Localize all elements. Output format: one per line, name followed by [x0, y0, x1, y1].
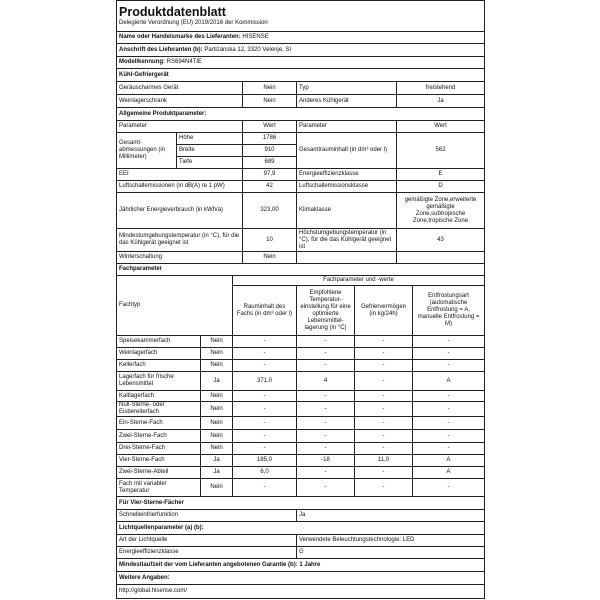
compartment-temperature: - — [297, 467, 355, 479]
model-value: RS694N4TIE — [166, 59, 203, 65]
parameter-value: Nein — [243, 252, 297, 264]
compartment-freezing-capacity: - — [355, 479, 413, 497]
parameter-value: 43 — [397, 229, 485, 252]
supplier-name-row — [117, 32, 485, 44]
website-url: http://global.hisense.com/ — [117, 585, 485, 599]
table-row — [117, 193, 485, 229]
compartment-present: Nein — [201, 348, 233, 360]
column-header-defrost-type: Entfrostungsart (automatische Entfrostung = A, manuelle Entfrostung = M) — [413, 286, 485, 336]
dimension-label: Breite — [177, 145, 243, 157]
climate-class-value: gemäßigte Zone,erweiterte gemäßigte Zone,subtropische Zone,tropische Zone — [397, 193, 485, 229]
parameter-value: Ja — [397, 95, 485, 108]
dimension-value: 689 — [243, 157, 297, 169]
parameter-label: Winterschaltung — [117, 252, 243, 264]
column-header-row — [117, 121, 485, 133]
empty-cell — [397, 252, 485, 264]
compartment-type: Vier-Sterne-Fach — [117, 455, 201, 467]
table-row — [117, 336, 485, 348]
parameter-value: Nein — [243, 82, 297, 95]
light-energy-class-label: Energieeffizienzklasse — [117, 547, 297, 559]
compartments-heading: Fachparameter — [117, 264, 485, 276]
compartment-defrost-type: A — [413, 467, 485, 479]
table-row — [117, 430, 485, 443]
compartment-present: Nein — [201, 336, 233, 348]
compartment-type: Zwei-Sterne-Abteil — [117, 467, 201, 479]
compartment-defrost-type: - — [413, 479, 485, 497]
compartment-volume: - — [233, 360, 297, 372]
dimension-value: 910 — [243, 145, 297, 157]
compartment-defrost-type: - — [413, 430, 485, 443]
column-header-parameter: Parameter — [297, 121, 397, 133]
fast-freeze-label: Schnelleinfrierfunktion — [117, 510, 297, 522]
compartment-temperature: - — [297, 479, 355, 497]
compartment-volume: - — [233, 391, 297, 402]
parameter-label: Geräuscharmes Gerät — [117, 82, 243, 95]
compartment-type: Null-Sterne- oder Eisbereiterfach — [117, 402, 201, 417]
parameter-label: Energieeffizienzklasse — [297, 169, 397, 181]
compartment-temperature: - — [297, 443, 355, 455]
supplier-name-value: HISENSE — [242, 34, 269, 40]
table-row — [117, 181, 485, 193]
table-row — [117, 455, 485, 467]
compartment-volume: - — [233, 402, 297, 417]
sheet-title: Produktdatenblatt — [119, 5, 226, 19]
sheet-subtitle: Delegierte Verordnung (EU) 2019/2016 der Kommission — [119, 20, 268, 26]
parameter-label: Klimaklasse — [297, 193, 397, 229]
table-row — [117, 417, 485, 430]
compartment-volume: - — [233, 336, 297, 348]
compartment-defrost-type: - — [413, 391, 485, 402]
compartment-type: Fach mit variabler Temperatur — [117, 479, 201, 497]
compartment-present: Nein — [201, 417, 233, 430]
column-group-header: Fachparameter und -werte — [233, 276, 485, 286]
compartment-freezing-capacity: - — [355, 417, 413, 430]
compartment-present: Ja — [201, 455, 233, 467]
compartment-defrost-type: - — [413, 443, 485, 455]
supplier-address-label: Anschrift des Lieferanten (b): — [119, 46, 203, 53]
section-heading-row — [117, 108, 485, 121]
parameter-label: Höchstumgebungstemperatur (in °C), für die das Kühlgerät geeignet ist — [297, 229, 397, 252]
compartment-temperature: - — [297, 391, 355, 402]
parameter-value: E — [397, 169, 485, 181]
parameter-label: Weinlagerschrank — [117, 95, 243, 108]
header-row — [117, 1, 485, 32]
compartment-type: Drei-Sterne-Fach — [117, 443, 201, 455]
data-sheet-table — [116, 0, 485, 599]
table-row — [117, 133, 485, 145]
compartment-present: Nein — [201, 360, 233, 372]
compartment-volume: 6,0 — [233, 467, 297, 479]
dimension-label: Tiefe — [177, 157, 243, 169]
compartment-present: Nein — [201, 402, 233, 417]
table-row — [117, 348, 485, 360]
compartment-temperature: - — [297, 402, 355, 417]
parameter-label: Jährlicher Energieverbrauch (in kWh/a) — [117, 193, 243, 229]
column-header-parameter: Parameter — [117, 121, 243, 133]
compartment-temperature: - — [297, 430, 355, 443]
table-row — [117, 360, 485, 372]
table-row — [117, 391, 485, 402]
model-row — [117, 57, 485, 69]
compartment-temperature: - — [297, 348, 355, 360]
compartment-defrost-type: - — [413, 360, 485, 372]
column-header-value: Wert — [243, 121, 297, 133]
compartment-present: Nein — [201, 430, 233, 443]
model-label: Modellkennung: — [119, 59, 165, 65]
table-row — [117, 372, 485, 391]
parameter-value: Nein — [243, 95, 297, 108]
section-heading-row — [117, 264, 485, 276]
sheet-header — [117, 1, 485, 32]
column-header-temperature: Empfohlene Temperatur-einstellung für eine optimierte Lebensmittel-lagerung (in °C) — [297, 286, 355, 336]
compartment-defrost-type: - — [413, 348, 485, 360]
section-heading-row — [117, 497, 485, 510]
parameter-label: Anderes Kühlgerät — [297, 95, 397, 108]
parameter-value: 97,9 — [243, 169, 297, 181]
compartment-freezing-capacity: - — [355, 467, 413, 479]
supplier-address-cell — [117, 44, 485, 57]
parameter-label: Luftschallemissionen (in dB(A) re 1 pW) — [117, 181, 243, 193]
additional-info-heading: Weitere Angaben: — [117, 572, 485, 585]
appliance-heading: Kühl-Gefriergerät — [117, 69, 485, 82]
total-volume-value: 562 — [397, 133, 485, 169]
compartment-defrost-type: - — [413, 402, 485, 417]
compartment-type: Weinlagerfach — [117, 348, 201, 360]
compartment-volume: - — [233, 348, 297, 360]
compartment-temperature: 4 — [297, 372, 355, 391]
compartment-freezing-capacity: - — [355, 443, 413, 455]
compartment-type: Ein-Sterne-Fach — [117, 417, 201, 430]
empty-cell — [297, 252, 397, 264]
parameter-label: Luftschallemissionsklasse — [297, 181, 397, 193]
compartment-volume: - — [233, 430, 297, 443]
dimension-label: Höhe — [177, 133, 243, 145]
warranty-label: Mindestlaufzeit der vom Lieferanten angebotenen Garantie (b): — [119, 561, 298, 568]
compartment-freezing-capacity: - — [355, 360, 413, 372]
parameter-value: freistehend — [397, 82, 485, 95]
light-source-heading: Lichtquellenparameter (a) (b): — [117, 522, 485, 535]
compartment-volume: - — [233, 417, 297, 430]
supplier-name-cell — [117, 32, 485, 44]
table-row — [117, 402, 485, 417]
table-row — [117, 252, 485, 264]
parameter-label: EEI — [117, 169, 243, 181]
compartment-present: Nein — [201, 391, 233, 402]
warranty-row — [117, 559, 485, 572]
table-row — [117, 229, 485, 252]
compartment-freezing-capacity: 11,0 — [355, 455, 413, 467]
compartment-temperature: - — [297, 417, 355, 430]
supplier-address-row — [117, 44, 485, 57]
four-star-heading: Für Vier-Sterne-Fächer — [117, 497, 485, 510]
compartment-present: Nein — [201, 443, 233, 455]
compartment-temperature: - — [297, 336, 355, 348]
compartment-freezing-capacity: - — [355, 391, 413, 402]
compartment-defrost-type: A — [413, 455, 485, 467]
table-row — [117, 82, 485, 95]
table-row — [117, 95, 485, 108]
compartment-freezing-capacity: - — [355, 430, 413, 443]
compartment-present: Ja — [201, 467, 233, 479]
total-volume-label: Gesamtrauminhalt (in dm³ oder l) — [297, 133, 397, 169]
column-header-compartment-type: Fachtyp — [117, 276, 233, 336]
column-header-row — [117, 276, 485, 286]
compartment-type: Kaltlagerfach — [117, 391, 201, 402]
section-heading-row — [117, 69, 485, 82]
model-cell — [117, 57, 485, 69]
section-heading-row — [117, 572, 485, 585]
parameter-label: Mindestumgebungstemperatur (in °C), für die das Kühlgerät geeignet ist — [117, 229, 243, 252]
compartment-defrost-type: - — [413, 417, 485, 430]
product-data-sheet — [116, 0, 484, 599]
compartment-type: Kellerfach — [117, 360, 201, 372]
table-row — [117, 467, 485, 479]
table-row — [117, 585, 485, 599]
column-header-volume: Rauminhalt des Fachs (in dm³ oder l) — [233, 286, 297, 336]
compartment-volume: - — [233, 443, 297, 455]
dimension-value: 1786 — [243, 133, 297, 145]
table-row — [117, 510, 485, 522]
light-source-type-value: Verwendete Beleuchtungstechnologie: LED — [297, 535, 485, 547]
warranty-cell — [117, 559, 485, 572]
fast-freeze-value: Ja — [297, 510, 485, 522]
general-heading: Allgemeine Produktparameter: — [117, 108, 485, 121]
table-row — [117, 169, 485, 181]
parameter-value: 323,00 — [243, 193, 297, 229]
compartment-freezing-capacity: - — [355, 402, 413, 417]
compartment-present: Nein — [201, 479, 233, 497]
table-row — [117, 535, 485, 547]
compartment-type: Lagerfach für frische Lebensmittel — [117, 372, 201, 391]
compartment-volume: 371,0 — [233, 372, 297, 391]
compartment-defrost-type: A — [413, 372, 485, 391]
supplier-address-value: Partizanska 12, 3320 Velenje, SI — [204, 46, 292, 53]
compartment-freezing-capacity: - — [355, 372, 413, 391]
parameter-label: Typ — [297, 82, 397, 95]
compartment-defrost-type: - — [413, 336, 485, 348]
compartment-freezing-capacity: - — [355, 336, 413, 348]
compartment-type: Zwei-Sterne-Fach — [117, 430, 201, 443]
section-heading-row — [117, 522, 485, 535]
light-source-type-label: Art der Lichtquelle — [117, 535, 297, 547]
table-row — [117, 547, 485, 559]
compartment-volume: 185,0 — [233, 455, 297, 467]
warranty-value: 1 Jahre — [299, 561, 321, 568]
supplier-name-label: Name oder Handelsmarke des Lieferanten: — [119, 34, 241, 40]
compartment-temperature: -18 — [297, 455, 355, 467]
parameter-value: D — [397, 181, 485, 193]
compartment-temperature: - — [297, 360, 355, 372]
table-row — [117, 443, 485, 455]
parameter-value: 10 — [243, 229, 297, 252]
compartment-freezing-capacity: - — [355, 348, 413, 360]
compartment-present: Ja — [201, 372, 233, 391]
table-row — [117, 479, 485, 497]
dimensions-label: Gesamt-abmessungen (in Millimeter) — [117, 133, 177, 169]
parameter-value: 42 — [243, 181, 297, 193]
light-energy-class-value: G — [297, 547, 485, 559]
compartment-volume: - — [233, 479, 297, 497]
column-header-value: Wert — [397, 121, 485, 133]
column-header-freezing-capacity: Gefriervermögen (in kg/24h) — [355, 286, 413, 336]
compartment-type: Speisekammerfach — [117, 336, 201, 348]
